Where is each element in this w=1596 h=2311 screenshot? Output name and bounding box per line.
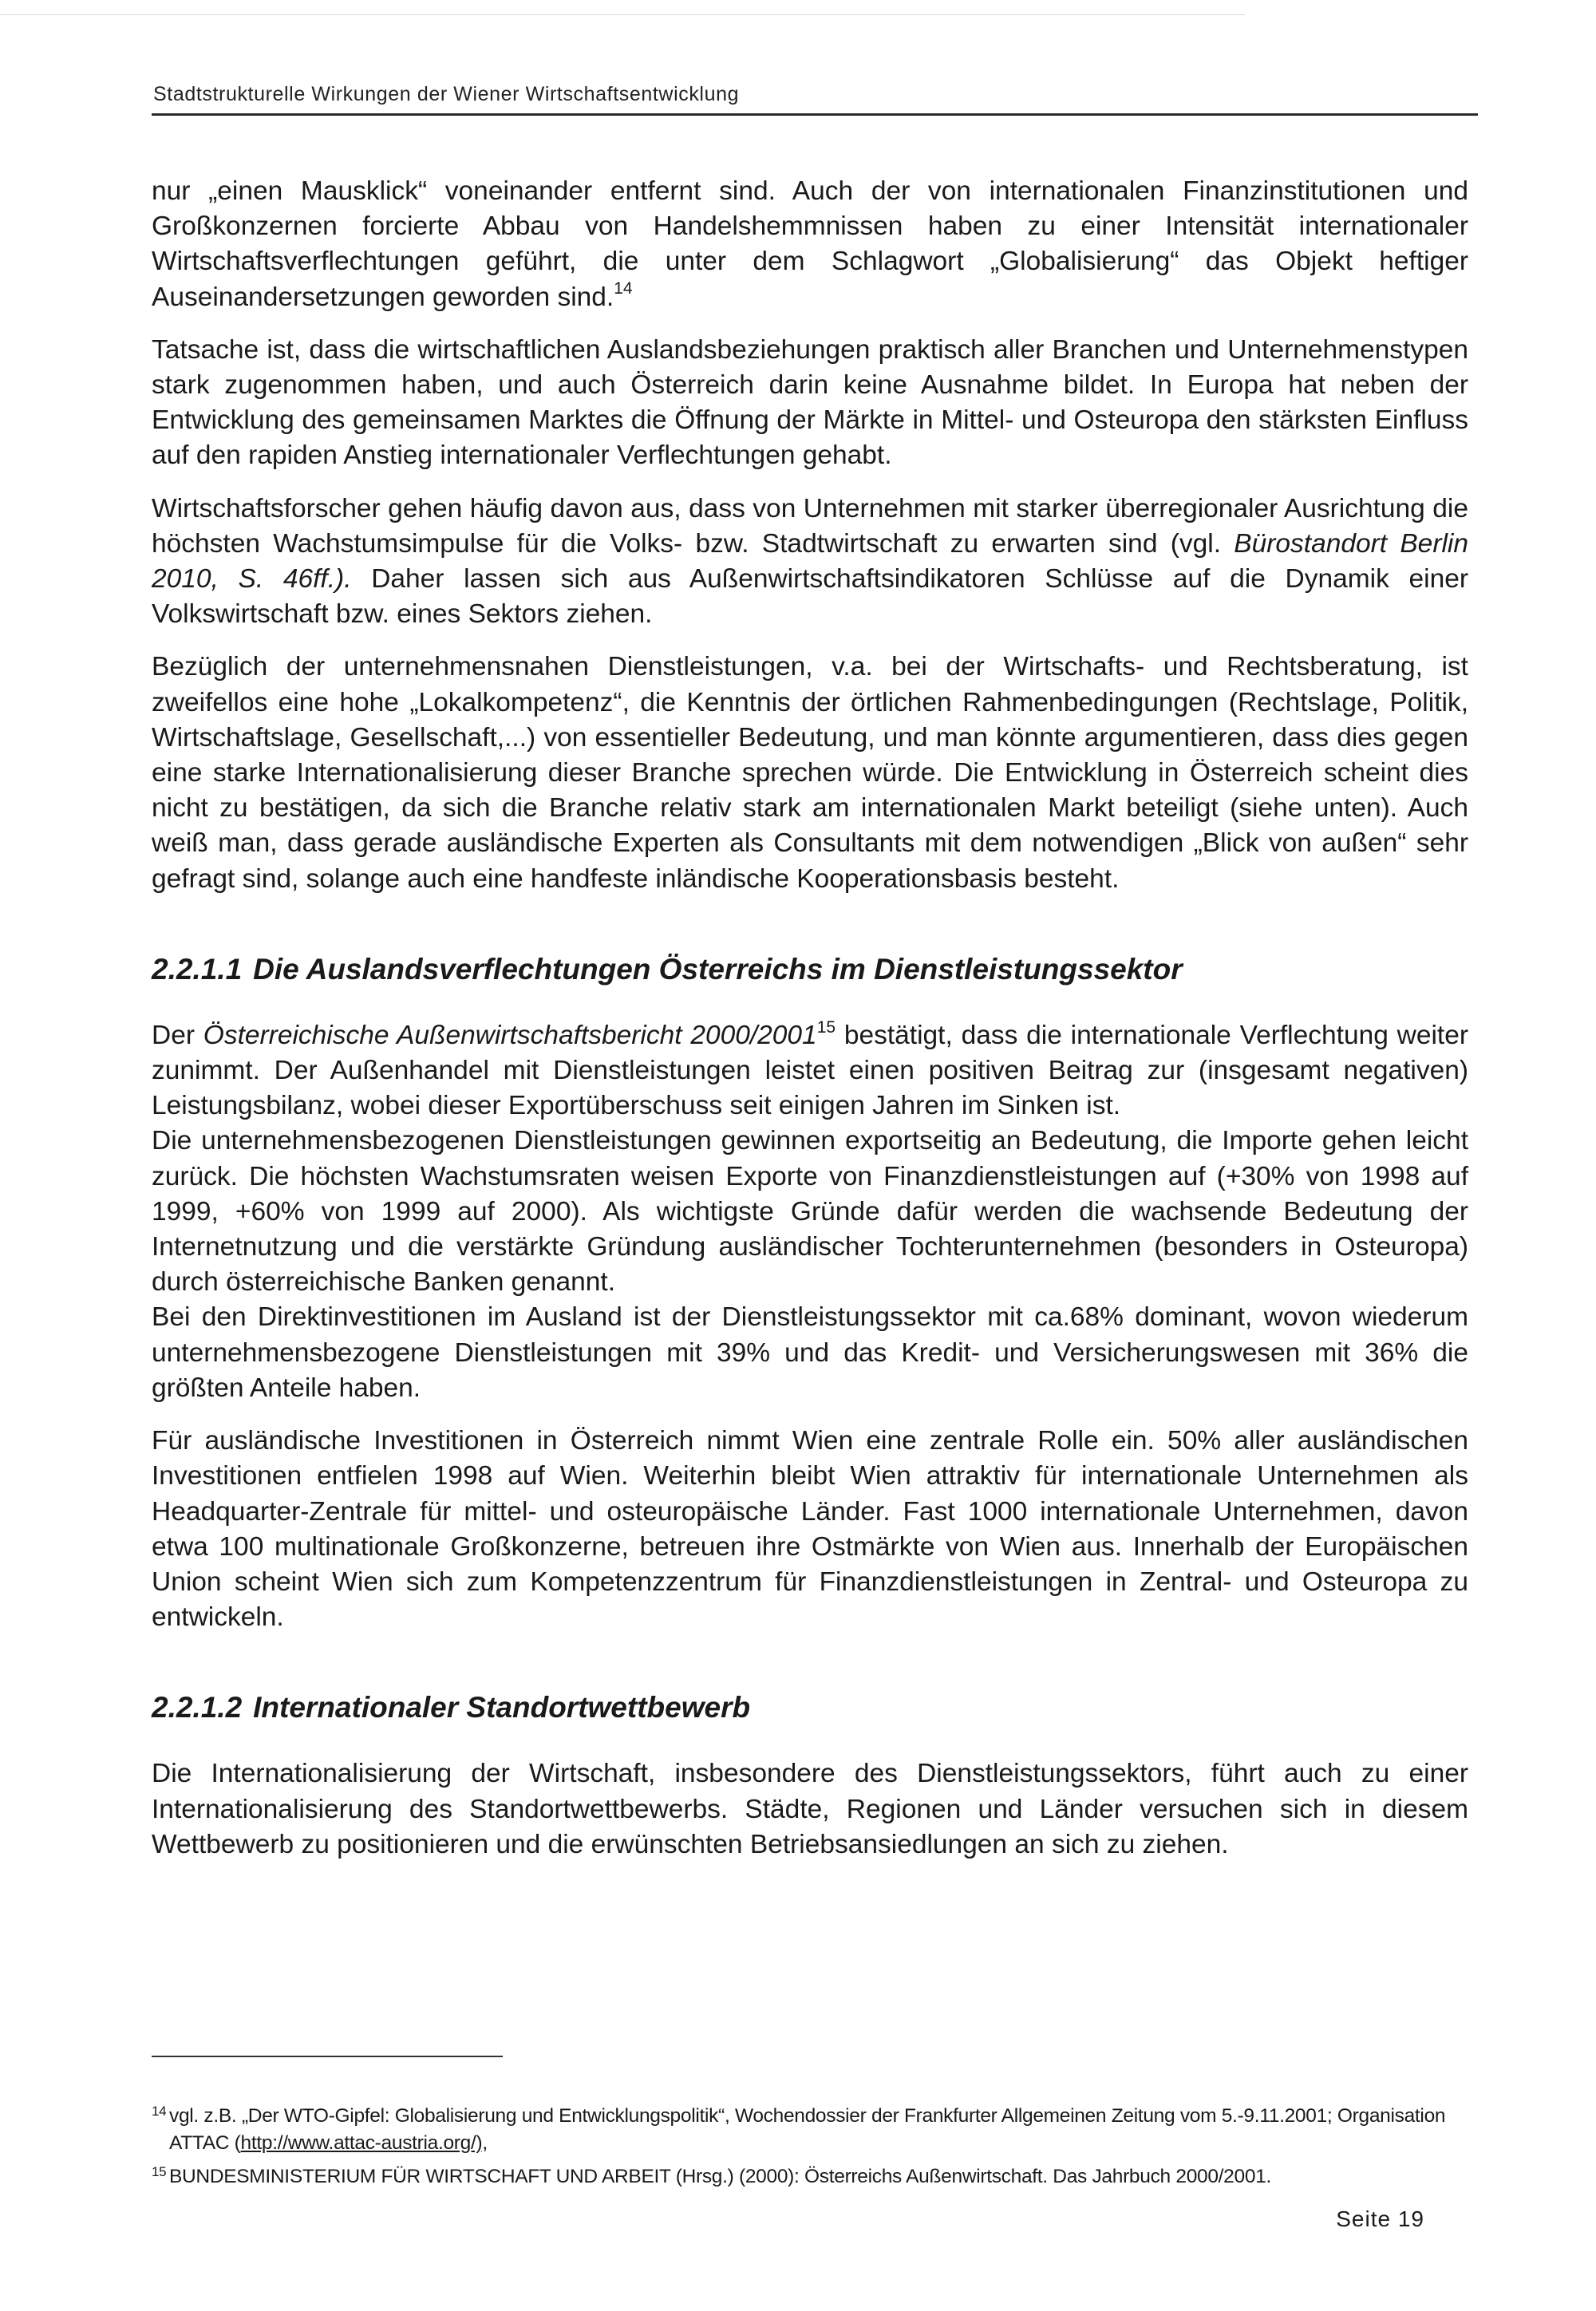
paragraph-8: Für ausländische Investitionen in Österreich nimmt Wien eine zentrale Rolle ein. 50% aller ausländischen Investitionen entfielen 1998 auf Wien. Weiterhin bleibt Wien attraktiv für internationale Unternehmen als Headquarter-Zentrale für mittel- und osteuropäische Länder. Fast 1000 internationale Unternehmen, davon etwa 100 multinationale Großkonzerne, betreuen ihre Ostmärkte von Wien aus. Innerhalb der Europäischen Union scheint Wien sich zum Kompetenzzentrum für Finanzdienstleistungen in Zentral- und Osteuropa zu entwickeln. <box>152 1426 1468 1633</box>
citation-aussenwirtschaftsbericht: Österreichische Außenwirtschaftsbericht 2000/2001 <box>203 1020 817 1050</box>
paragraph-2: Tatsache ist, dass die wirtschaftlichen Auslandsbeziehungen praktisch aller Branchen und Unternehmenstypen stark zugenommen haben, und auch Österreich darin keine Ausnahme bildet. In Europa hat neben der Entwicklung des gemeinsamen Marktes die Öffnung der Märkte in Mittel- und Osteuropa den stärksten Einfluss auf den rapiden Anstieg internationaler Verflechtungen gehabt. <box>152 334 1468 471</box>
paragraph-3 <box>152 492 1468 633</box>
footnote-ref-15[interactable]: 15 <box>816 1017 836 1037</box>
paragraph-9: Die Internationalisierung der Wirtschaft, insbesondere des Dienstleistungssektors, führt auch zu einer Internationalisierung des Standortwettbewerbs. Städte, Regionen und Länder versuchen sich in diesem Wettbewerb zu positionieren und die erwünschten Betriebsansiedlungen an sich zu ziehen. <box>152 1759 1468 1859</box>
paragraph-5-text-end: bestätigt, dass die internationale Verflechtung weiter zunimmt. Der Außenhandel mit Dienstleistungen leistet einen positiven Beitrag zur (insgesamt negativen) Leistungsbilanz, wobei dieser Exportüberschuss seit einigen Jahren im Sinken ist. <box>152 1020 1468 1121</box>
footnote-number: 14 <box>152 2104 167 2119</box>
footnote-14 <box>152 2103 1476 2157</box>
footnote-text: BUNDESMINISTERIUM FÜR WIRTSCHAFT UND ARBEIT (Hrsg.) (2000): Österreichs Außenwirtschaft. Das Jahrbuch 2000/2001. <box>169 2166 1271 2187</box>
footnote-ref-14[interactable]: 14 <box>614 279 633 298</box>
footnote-text: vgl. z.B. „Der WTO-Gipfel: Globalisierung und Entwicklungspolitik“, Wochendossier der Frankfurter Allgemeinen Zeitung vom 5.-9.11.2001; Organisation ATTAC ( <box>169 2105 1446 2154</box>
running-header: Stadtstrukturelle Wirkungen der Wiener Wirtschaftsentwicklung <box>153 83 740 105</box>
header-rule <box>152 113 1478 116</box>
attac-link[interactable]: http://www.attac-austria.org/), <box>240 2132 488 2154</box>
section-heading-2-2-1-2 <box>152 1691 1468 1724</box>
citation-buerostandort: Bürostandort Berlin 2010, S. 46ff.). <box>152 528 1468 595</box>
paragraph-1-text: nur „einen Mausklick“ voneinander entfernt sind. Auch der von internationalen Finanzinstitutionen und Großkonzernen forcierte Abbau von Handelshemmnissen haben zu einer Intensität internationaler Wirtschaftsverflechtungen geführt, die unter dem Schlagwort „Globalisierung“ das Objekt heftiger Auseinandersetzungen geworden sind. <box>152 176 1468 312</box>
scan-edge-line <box>0 14 1245 15</box>
paragraph-5 <box>152 1018 1468 1124</box>
footnotes <box>152 2103 1476 2197</box>
paragraph-3-text: Wirtschaftsforscher gehen häufig davon aus, dass von Unternehmen mit starker überregionaler Ausrichtung die höchsten Wachstumsimpulse für die Volks- bzw. Stadtwirtschaft zu erwarten sind (vgl. <box>152 493 1468 559</box>
body-text <box>152 174 1468 1880</box>
footnote-15 <box>152 2163 1476 2191</box>
paragraph-4: Bezüglich der unternehmensnahen Dienstleistungen, v.a. bei der Wirtschafts- und Rechtsberatung, ist zweifellos eine hohe „Lokalkompetenz“, die Kenntnis der örtlichen Rahmenbedingungen (Rechtslage, Politik, Wirtschaftslage, Gesellschaft,...) von essentieller Bedeutung, und man könnte argumentieren, dass dies gegen eine starke Internationalisierung dieser Branche sprechen würde. Die Entwicklung in Österreich scheint dies nicht zu bestätigen, da sich die Branche relativ stark am internationalen Markt beteiligt (siehe unten). Auch weiß man, dass gerade ausländische Experten als Consultants mit dem notwendigen „Blick von außen“ sehr gefragt sind, solange auch eine handfeste inländische Kooperationsbasis besteht. <box>152 652 1468 894</box>
section-number: 2.2.1.2 <box>152 1691 243 1724</box>
footnote-number: 15 <box>152 2164 167 2179</box>
section-number: 2.2.1.1 <box>152 952 243 986</box>
paragraph-5-text: Der <box>152 1020 203 1050</box>
section-title: Die Auslandsverflechtungen Österreichs im Dienstleistungssektor <box>253 952 1183 986</box>
section-title: Internationaler Standortwettbewerb <box>253 1691 751 1724</box>
paragraph-6: Die unternehmensbezogenen Dienstleistungen gewinnen exportseitig an Bedeutung, die Importe gehen leicht zurück. Die höchsten Wachstumsraten weisen Exporte von Finanzdienstleistungen auf (+30% von 1998 auf 1999, +60% von 1999 auf 2000). Als wichtigste Gründe dafür werden die wachsende Bedeutung der Internetnutzung und die verstärkte Gründung ausländischer Tochterunternehmen (besonders in Osteuropa) durch österreichische Banken genannt. <box>152 1126 1468 1298</box>
footnote-separator <box>152 2056 503 2057</box>
paragraph-3-text-end: Daher lassen sich aus Außenwirtschaftsindikatoren Schlüsse auf die Dynamik einer Volkswirtschaft bzw. eines Sektors ziehen. <box>152 564 1469 630</box>
paragraph-7: Bei den Direktinvestitionen im Ausland ist der Dienstleistungssektor mit ca.68% dominant, wovon wiederum unternehmensbezogene Dienstleistungen mit 39% und das Kredit- und Versicherungswesen mit 36% die größten Anteile haben. <box>152 1302 1468 1403</box>
paragraph-1 <box>152 174 1468 315</box>
section-heading-2-2-1-1 <box>152 953 1468 986</box>
page-number: Seite 19 <box>1336 2206 1424 2231</box>
